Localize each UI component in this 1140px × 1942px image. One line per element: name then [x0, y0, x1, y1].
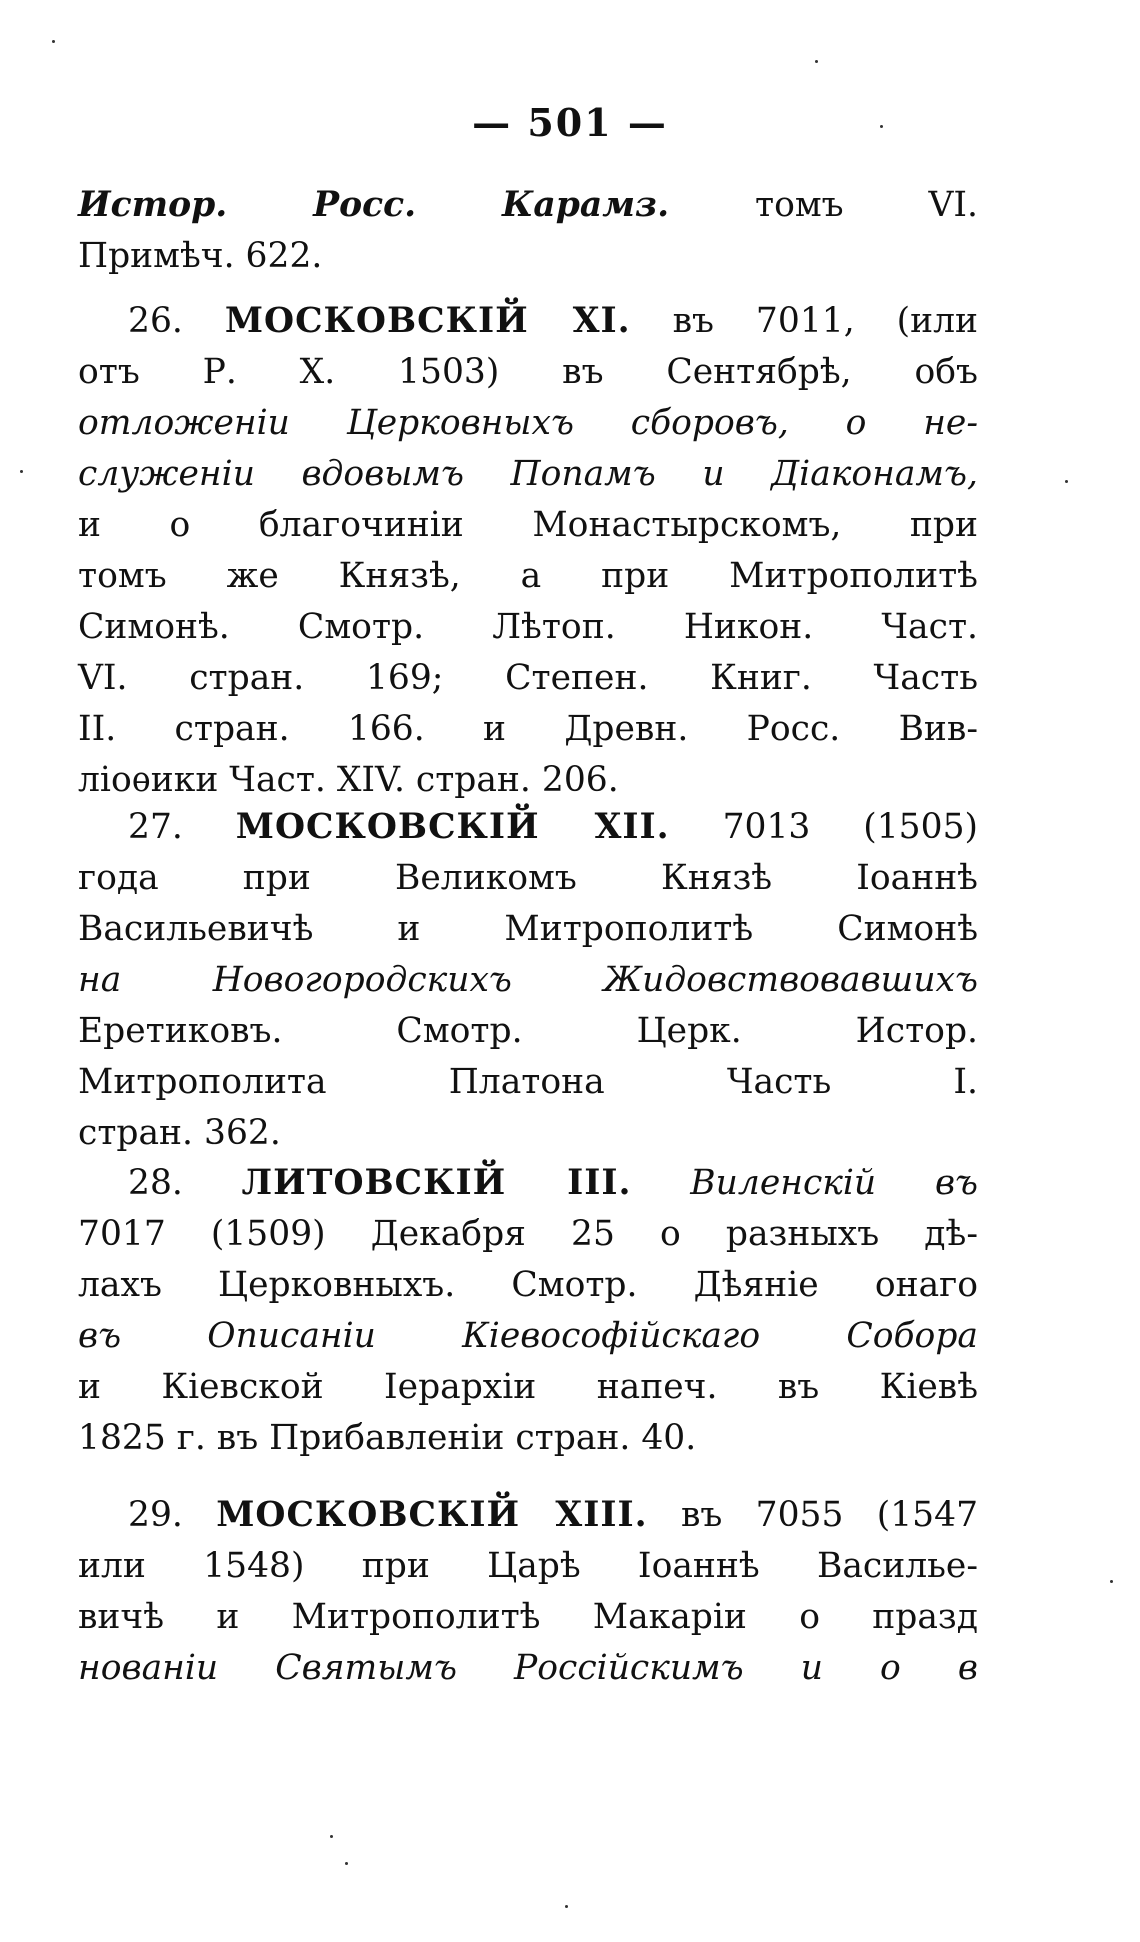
- paragraph-heading: 29. МОСКОВСКІЙ XIII. въ 7055 (1547: [128, 1495, 979, 1535]
- text-line: въ Описаніи Кіевософійскаго Собора: [78, 1316, 978, 1356]
- text-line: 7017 (1509) Декабря 25 о разныхъ дѣ-: [78, 1214, 978, 1254]
- print-speck: [880, 125, 883, 128]
- council-title: МОСКОВСКІЙ XIII.: [216, 1495, 648, 1535]
- text-line: отъ Р. Х. 1503) въ Сентябрѣ, объ: [78, 352, 978, 392]
- text-line: Истор. Росс. Карамз. томъ VI.: [78, 185, 978, 225]
- text-line: года при Великомъ Князѣ Іоаннѣ: [78, 858, 978, 898]
- council-title: ЛИТОВСКІЙ III.: [241, 1163, 632, 1203]
- print-speck: [815, 60, 818, 63]
- text-line: нованіи Святымъ Россійскимъ и о в: [78, 1648, 978, 1688]
- text-line: Митрополита Платона Часть I.: [78, 1062, 978, 1102]
- print-speck: [345, 1862, 348, 1865]
- text-line: VI. стран. 169; Степен. Книг. Часть: [78, 658, 978, 698]
- print-speck: [52, 40, 55, 43]
- print-speck: [20, 470, 23, 473]
- paragraph-heading: 28. ЛИТОВСКІЙ III. Виленскій въ: [128, 1163, 979, 1203]
- text-line: томъ же Князѣ, а при Митрополитѣ: [78, 556, 978, 596]
- print-speck: [1110, 1580, 1113, 1583]
- print-speck: [565, 1905, 568, 1908]
- text-line: служеніи вдовымъ Попамъ и Діаконамъ,: [78, 454, 978, 494]
- text-line: на Новогородскихъ Жидовствовавшихъ: [78, 960, 978, 1000]
- paragraph-number: 26.: [128, 301, 183, 341]
- text-line: отложеніи Церковныхъ сборовъ, о не-: [78, 403, 978, 443]
- text-line: и Кіевской Іерархіи напеч. въ Кіевѣ: [78, 1367, 978, 1407]
- paragraph-28: [78, 1158, 978, 1464]
- paragraph-26: [78, 296, 978, 806]
- paragraph-heading: 26. МОСКОВСКІЙ XI. въ 7011, (или: [128, 301, 979, 341]
- page-number: — 501 —: [472, 100, 668, 145]
- text-line: Еретиковъ. Смотр. Церк. Истор.: [78, 1011, 978, 1051]
- text-line: Примѣч. 622.: [78, 236, 323, 276]
- paragraph-number: 28.: [128, 1163, 183, 1203]
- paragraph-27: [78, 802, 978, 1159]
- council-title: МОСКОВСКІЙ XII.: [235, 807, 670, 847]
- text-line: или 1548) при Царѣ Іоаннѣ Василье-: [78, 1546, 978, 1586]
- paragraph-heading: 27. МОСКОВСКІЙ XII. 7013 (1505): [128, 807, 978, 847]
- paragraph-29: [78, 1490, 978, 1694]
- paragraph-number: 29.: [128, 1495, 183, 1535]
- text-line: ліоѳики Част. XIV. стран. 206.: [78, 760, 619, 800]
- text-line: 1825 г. въ Прибавленіи стран. 40.: [78, 1418, 697, 1458]
- council-title: МОСКОВСКІЙ XI.: [224, 301, 631, 341]
- print-speck: [1065, 480, 1068, 483]
- text-line: Симонѣ. Смотр. Лѣтоп. Никон. Част.: [78, 607, 978, 647]
- paragraph-number: 27.: [128, 807, 183, 847]
- paragraph-continuation: [78, 180, 978, 282]
- text-line: и о благочиніи Монастырскомъ, при: [78, 505, 978, 545]
- text-line: Васильевичѣ и Митрополитѣ Симонѣ: [78, 909, 978, 949]
- text-line: стран. 362.: [78, 1113, 281, 1153]
- text-line: лахъ Церковныхъ. Смотр. Дѣяніе онаго: [78, 1265, 978, 1305]
- text-line: II. стран. 166. и Древн. Росс. Вив-: [78, 709, 978, 749]
- print-speck: [330, 1835, 333, 1838]
- text-line: вичѣ и Митрополитѣ Макаріи о празд: [78, 1597, 978, 1637]
